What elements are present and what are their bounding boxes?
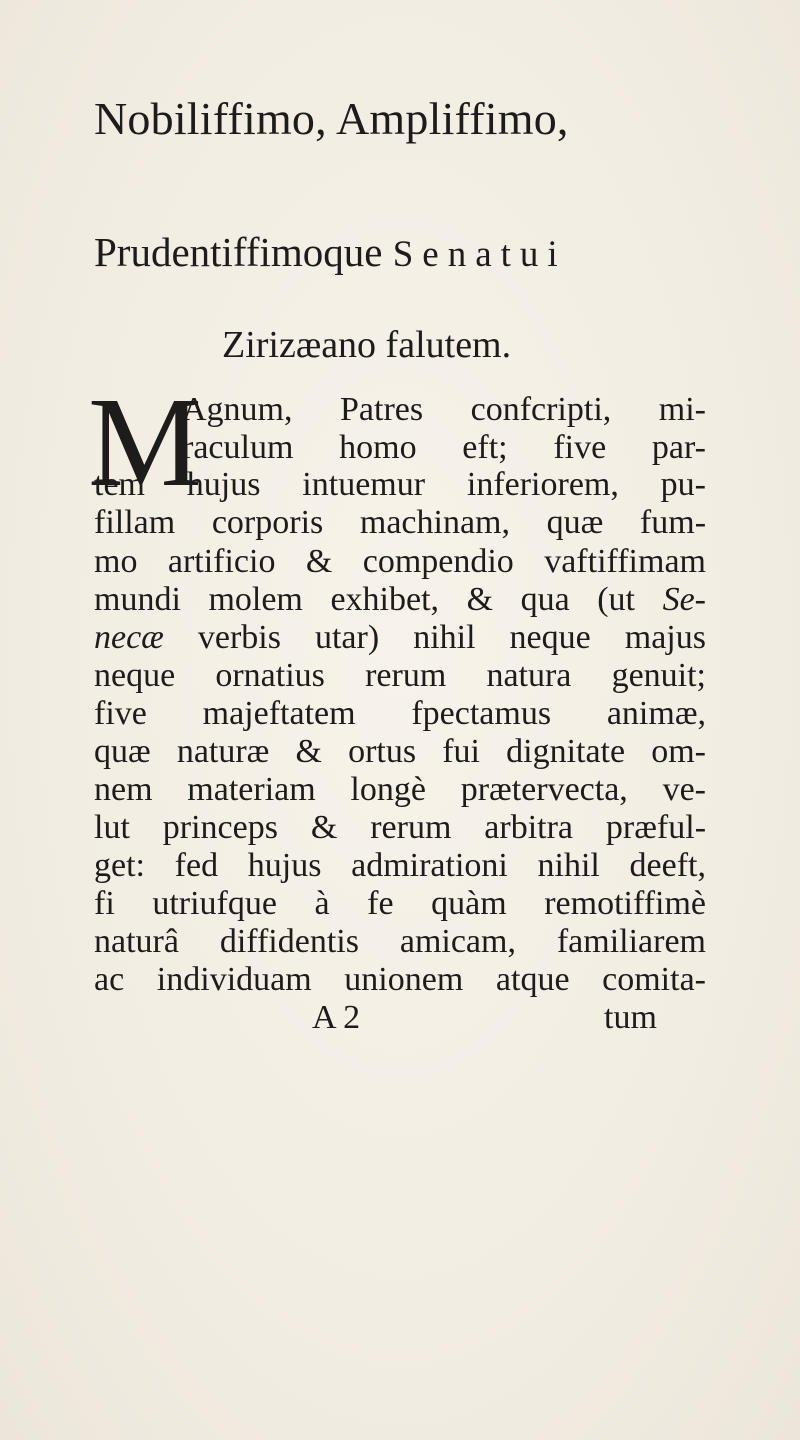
body-line-1: Agnum, Patres confcripti, mi-: [182, 391, 707, 428]
dedication-title-line-1: Nobiliffimo, Ampliffimo,: [94, 93, 569, 144]
dedication-title-senatui: Senatui: [392, 234, 567, 275]
body-line-8: neque ornatius rerum natura genuit;: [94, 657, 707, 694]
body-line-4: fillam corporis machinam, quæ fum-: [94, 504, 707, 541]
body-line-2: raculum homo eft; five par-: [182, 429, 706, 466]
body-line-12: lut princeps & rerum arbitra præful-: [94, 809, 707, 846]
body-line-9: five majeftatem fpectamus animæ,: [94, 695, 706, 732]
body-line-10: quæ naturæ & ortus fui dignitate om-: [94, 733, 707, 770]
body-line-15: naturâ diffidentis amicam, familiarem: [94, 923, 706, 960]
body-line-3: tem hujus intuemur inferiorem, pu-: [94, 466, 707, 503]
body-line-13: get: fed hujus admirationi nihil deeft,: [94, 847, 706, 884]
body-line-6-text: mundi molem exhibet, & qua (ut: [94, 581, 663, 618]
dedication-title-prefix: Prudentiffimoque: [94, 229, 393, 275]
body-line-7-text: verbis utar) nihil neque majus: [163, 619, 706, 656]
body-line-7: [94, 618, 706, 658]
greeting-line: Zirizæano falutem.: [222, 324, 512, 366]
body-line-14: fi utriufque à fe quàm remotiffimè: [94, 885, 707, 922]
catchword: tum: [604, 999, 657, 1036]
signature-mark: A 2: [312, 999, 361, 1036]
body-line-5: mo artificio & compendio vaftiffimam: [94, 543, 706, 580]
body-line-16: ac individuam unionem atque comita-: [94, 961, 706, 998]
body-line-7-seneca: necæ: [94, 619, 164, 656]
body-line-11: nem materiam longè prætervecta, ve-: [94, 771, 706, 808]
body-line-6-seneca: Se-: [662, 581, 706, 618]
dedication-title-line-2: [94, 228, 567, 276]
drop-cap-initial: M: [88, 388, 202, 496]
body-line-6: [94, 580, 706, 620]
